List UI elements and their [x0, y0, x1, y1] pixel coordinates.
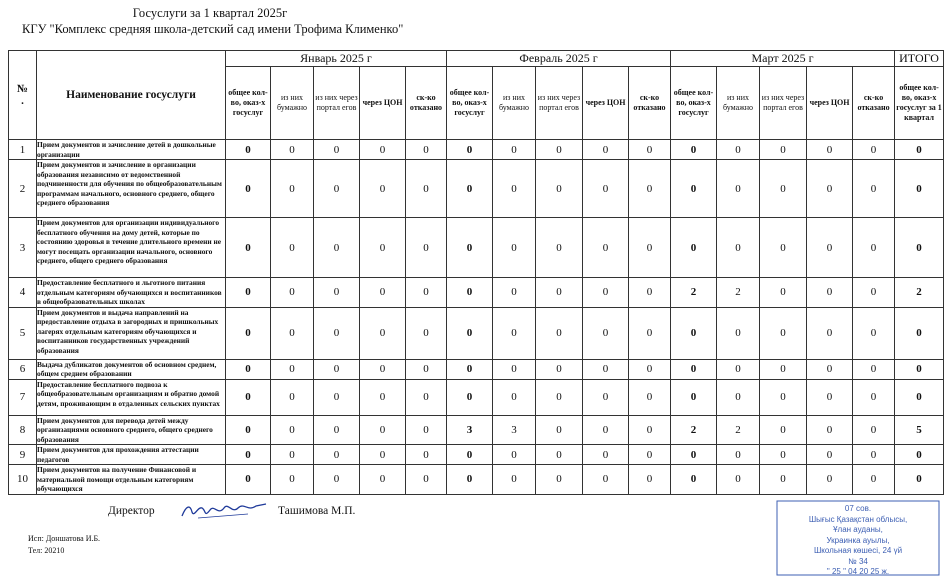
value-feb-0: 0 [447, 278, 493, 308]
value-jan-1: 0 [271, 278, 314, 308]
value-jan-4: 0 [406, 359, 447, 379]
value-jan-3: 0 [360, 218, 406, 278]
value-feb-4: 0 [629, 307, 671, 359]
value-mar-1: 0 [717, 359, 760, 379]
value-total: 5 [895, 415, 944, 445]
service-name: Выдача дубликатов документов об основном среднем, общем среднем образовании [37, 359, 226, 379]
row-number: 6 [9, 359, 37, 379]
value-jan-4: 0 [406, 140, 447, 160]
value-jan-0: 0 [226, 218, 271, 278]
value-mar-0: 2 [671, 278, 717, 308]
value-jan-0: 0 [226, 359, 271, 379]
value-feb-1: 0 [493, 379, 536, 415]
value-mar-0: 0 [671, 359, 717, 379]
value-feb-0: 0 [447, 140, 493, 160]
sub-header-jan-0: общее кол-во, оказ-х госуслуг [226, 67, 271, 140]
value-feb-4: 0 [629, 359, 671, 379]
services-table-body [9, 140, 944, 495]
value-jan-3: 0 [360, 359, 406, 379]
value-feb-1: 0 [493, 359, 536, 379]
executor-label: Исп: Доншатова И.Б. [28, 534, 101, 543]
value-jan-3: 0 [360, 307, 406, 359]
value-feb-2: 0 [536, 415, 583, 445]
sub-header-mar-4: ск-ко отказано [853, 67, 895, 140]
row-number: 5 [9, 307, 37, 359]
sub-header-total: общее кол-во, оказ-х госуслуг за 1 квартал [895, 67, 944, 140]
table-row [9, 140, 944, 160]
value-jan-1: 0 [271, 415, 314, 445]
service-name: Прием документов и выдача направлений на предоставление отдыха в загородных и пришкольных лагерях отдельным категориям обучающихся и воспитанников государственных учреждений образования [37, 307, 226, 359]
value-feb-4: 0 [629, 160, 671, 218]
value-mar-2: 0 [760, 218, 807, 278]
row-number: 7 [9, 379, 37, 415]
value-mar-0: 0 [671, 465, 717, 495]
value-jan-0: 0 [226, 307, 271, 359]
table-row [9, 445, 944, 465]
value-feb-1: 0 [493, 140, 536, 160]
value-mar-2: 0 [760, 160, 807, 218]
value-feb-0: 3 [447, 415, 493, 445]
sub-header-feb-0: общее кол-во, оказ-х госуслуг [447, 67, 493, 140]
value-feb-3: 0 [583, 445, 629, 465]
value-feb-1: 3 [493, 415, 536, 445]
value-feb-0: 0 [447, 445, 493, 465]
value-feb-2: 0 [536, 307, 583, 359]
value-jan-2: 0 [314, 465, 360, 495]
value-feb-1: 0 [493, 465, 536, 495]
value-feb-4: 0 [629, 379, 671, 415]
value-mar-3: 0 [807, 218, 853, 278]
value-feb-1: 0 [493, 160, 536, 218]
value-mar-3: 0 [807, 307, 853, 359]
value-mar-0: 0 [671, 379, 717, 415]
value-jan-3: 0 [360, 140, 406, 160]
service-name-column-header: Наименование госуслуги [37, 51, 226, 140]
service-name: Прием документов и зачисление детей в дошкольные организации [37, 140, 226, 160]
page-title: Госуслуги за 1 квартал 2025г [132, 6, 288, 20]
row-number: 9 [9, 445, 37, 465]
value-mar-0: 0 [671, 140, 717, 160]
value-mar-1: 0 [717, 160, 760, 218]
sub-header-jan-4: ск-ко отказано [406, 67, 447, 140]
value-mar-0: 2 [671, 415, 717, 445]
value-mar-4: 0 [853, 379, 895, 415]
value-jan-4: 0 [406, 160, 447, 218]
value-mar-4: 0 [853, 415, 895, 445]
value-mar-0: 0 [671, 218, 717, 278]
value-mar-3: 0 [807, 278, 853, 308]
value-jan-3: 0 [360, 445, 406, 465]
value-feb-2: 0 [536, 359, 583, 379]
value-feb-3: 0 [583, 379, 629, 415]
value-jan-2: 0 [314, 278, 360, 308]
value-jan-1: 0 [271, 160, 314, 218]
row-number: 3 [9, 218, 37, 278]
value-mar-1: 0 [717, 465, 760, 495]
value-jan-2: 0 [314, 218, 360, 278]
director-label: Директор [108, 505, 155, 517]
value-jan-4: 0 [406, 465, 447, 495]
value-feb-3: 0 [583, 359, 629, 379]
value-feb-3: 0 [583, 140, 629, 160]
sub-header-feb-1: из них бумажно [493, 67, 536, 140]
sub-header-feb-2: из них через портал егов [536, 67, 583, 140]
service-name: Предоставление бесплатного и льготного питания отдельным категориям обучающихся и воспитанников в общеобразовательных школах [37, 278, 226, 308]
value-mar-1: 0 [717, 140, 760, 160]
value-feb-0: 0 [447, 218, 493, 278]
value-mar-1: 0 [717, 218, 760, 278]
sub-header-feb-3: через ЦОН [583, 67, 629, 140]
sub-header-mar-1: из них бумажно [717, 67, 760, 140]
service-name: Предоставление бесплатного подвоза к общеобразовательным организациям и обратно домой детям, проживающим в отдаленных сельских пунктах [37, 379, 226, 415]
value-jan-3: 0 [360, 160, 406, 218]
value-jan-0: 0 [226, 160, 271, 218]
value-jan-1: 0 [271, 359, 314, 379]
value-mar-3: 0 [807, 445, 853, 465]
value-total: 0 [895, 445, 944, 465]
value-mar-3: 0 [807, 379, 853, 415]
value-feb-3: 0 [583, 160, 629, 218]
value-jan-4: 0 [406, 218, 447, 278]
value-jan-3: 0 [360, 278, 406, 308]
value-jan-0: 0 [226, 445, 271, 465]
value-feb-4: 0 [629, 278, 671, 308]
director-name: Ташимова М.П. [278, 505, 356, 517]
value-total: 0 [895, 359, 944, 379]
phone-label: Тел: 20210 [28, 546, 65, 555]
value-feb-2: 0 [536, 140, 583, 160]
sub-header-jan-1: из них бумажно [271, 67, 314, 140]
value-jan-2: 0 [314, 445, 360, 465]
value-mar-2: 0 [760, 445, 807, 465]
value-mar-1: 0 [717, 379, 760, 415]
value-jan-3: 0 [360, 379, 406, 415]
value-total: 0 [895, 379, 944, 415]
value-feb-1: 0 [493, 445, 536, 465]
value-mar-4: 0 [853, 278, 895, 308]
value-feb-0: 0 [447, 307, 493, 359]
value-feb-4: 0 [629, 445, 671, 465]
value-feb-4: 0 [629, 218, 671, 278]
month-header-january: Январь 2025 г [226, 51, 447, 67]
value-jan-2: 0 [314, 160, 360, 218]
value-mar-3: 0 [807, 359, 853, 379]
value-jan-1: 0 [271, 445, 314, 465]
value-feb-4: 0 [629, 415, 671, 445]
value-feb-2: 0 [536, 278, 583, 308]
value-mar-1: 0 [717, 307, 760, 359]
service-name: Прием документов для перевода детей между организациями основного среднего, общего среднего образования [37, 415, 226, 445]
row-number: 1 [9, 140, 37, 160]
service-name: Прием документов для организации индивидуального бесплатного обучения на дому детей, которые по состоянию здоровья в течение длительного времени не могут посещать организации начального, основного среднего, общего среднего образования [37, 218, 226, 278]
value-mar-4: 0 [853, 140, 895, 160]
service-name: Прием документов для прохождения аттестации педагогов [37, 445, 226, 465]
row-number: 10 [9, 465, 37, 495]
value-jan-0: 0 [226, 278, 271, 308]
value-feb-3: 0 [583, 278, 629, 308]
total-header: ИТОГО [895, 51, 944, 67]
service-name: Прием документов на получение Финансовой и материальной помощи отдельным категориям обучающихся [37, 465, 226, 495]
value-jan-4: 0 [406, 379, 447, 415]
value-total: 0 [895, 140, 944, 160]
sub-header-mar-2: из них через портал егов [760, 67, 807, 140]
value-mar-2: 0 [760, 278, 807, 308]
table-row [9, 379, 944, 415]
value-feb-0: 0 [447, 465, 493, 495]
value-feb-1: 0 [493, 278, 536, 308]
value-total: 0 [895, 218, 944, 278]
value-jan-1: 0 [271, 218, 314, 278]
table-row [9, 218, 944, 278]
value-jan-1: 0 [271, 140, 314, 160]
value-mar-0: 0 [671, 160, 717, 218]
value-feb-2: 0 [536, 160, 583, 218]
value-jan-3: 0 [360, 415, 406, 445]
stamp-date: " 25 " 04 20 25 ж. [826, 567, 890, 576]
value-feb-4: 0 [629, 465, 671, 495]
signature [178, 498, 270, 524]
value-mar-4: 0 [853, 307, 895, 359]
row-number: 4 [9, 278, 37, 308]
value-feb-3: 0 [583, 307, 629, 359]
sub-header-mar-0: общее кол-во, оказ-х госуслуг [671, 67, 717, 140]
value-mar-4: 0 [853, 359, 895, 379]
month-header-march: Март 2025 г [671, 51, 895, 67]
value-feb-0: 0 [447, 379, 493, 415]
stamp-line: Украинка ауылы, [826, 535, 890, 545]
value-jan-4: 0 [406, 307, 447, 359]
value-feb-3: 0 [583, 465, 629, 495]
value-mar-4: 0 [853, 445, 895, 465]
value-mar-2: 0 [760, 465, 807, 495]
value-jan-0: 0 [226, 465, 271, 495]
value-mar-3: 0 [807, 140, 853, 160]
value-feb-3: 0 [583, 415, 629, 445]
value-feb-0: 0 [447, 359, 493, 379]
value-jan-0: 0 [226, 140, 271, 160]
sub-header-mar-3: через ЦОН [807, 67, 853, 140]
value-feb-2: 0 [536, 218, 583, 278]
value-jan-2: 0 [314, 415, 360, 445]
stamp-line: 07 сов. [844, 504, 872, 513]
stamp-line: Шығыс Қазақстан облысы, [808, 514, 908, 524]
table-row [9, 415, 944, 445]
sub-header-jan-3: через ЦОН [360, 67, 406, 140]
value-mar-1: 2 [717, 415, 760, 445]
value-mar-4: 0 [853, 218, 895, 278]
value-mar-0: 0 [671, 445, 717, 465]
value-feb-1: 0 [493, 218, 536, 278]
value-mar-2: 0 [760, 140, 807, 160]
value-mar-3: 0 [807, 415, 853, 445]
value-feb-2: 0 [536, 379, 583, 415]
value-jan-4: 0 [406, 415, 447, 445]
value-jan-4: 0 [406, 445, 447, 465]
sub-header-jan-2: из них через портал егов [314, 67, 360, 140]
stamp-number: № 34 [848, 556, 868, 566]
value-mar-1: 2 [717, 278, 760, 308]
value-mar-2: 0 [760, 359, 807, 379]
value-total: 0 [895, 160, 944, 218]
value-feb-2: 0 [536, 445, 583, 465]
row-number: 8 [9, 415, 37, 445]
number-column-header: № . [9, 51, 37, 140]
value-feb-1: 0 [493, 307, 536, 359]
value-mar-0: 0 [671, 307, 717, 359]
month-header-february: Февраль 2025 г [447, 51, 671, 67]
official-stamp [774, 498, 942, 578]
table-row [9, 278, 944, 308]
value-jan-4: 0 [406, 278, 447, 308]
value-total: 0 [895, 307, 944, 359]
value-mar-2: 0 [760, 307, 807, 359]
value-feb-3: 0 [583, 218, 629, 278]
value-jan-2: 0 [314, 379, 360, 415]
value-jan-1: 0 [271, 379, 314, 415]
value-total: 2 [895, 278, 944, 308]
value-mar-2: 0 [760, 415, 807, 445]
stamp-line: Школьная көшесі, 24 үй [813, 546, 903, 555]
row-number: 2 [9, 160, 37, 218]
table-row [9, 160, 944, 218]
service-name: Прием документов и зачисление в организации образования независимо от ведомственной подчиненности для обучения по общеобразовательным программам начального, основного среднего, общего среднего образования [37, 160, 226, 218]
value-jan-1: 0 [271, 465, 314, 495]
value-jan-2: 0 [314, 140, 360, 160]
table-row [9, 465, 944, 495]
value-feb-0: 0 [447, 160, 493, 218]
table-row [9, 307, 944, 359]
value-total: 0 [895, 465, 944, 495]
value-jan-0: 0 [226, 379, 271, 415]
value-mar-1: 0 [717, 445, 760, 465]
value-mar-4: 0 [853, 465, 895, 495]
services-table [8, 50, 944, 495]
value-jan-3: 0 [360, 465, 406, 495]
value-jan-1: 0 [271, 307, 314, 359]
value-feb-4: 0 [629, 140, 671, 160]
value-jan-2: 0 [314, 307, 360, 359]
value-feb-2: 0 [536, 465, 583, 495]
table-row [9, 359, 944, 379]
value-mar-2: 0 [760, 379, 807, 415]
organization-name: КГУ "Комплекс средняя школа-детский сад имени Трофима Клименко" [22, 22, 404, 36]
value-jan-2: 0 [314, 359, 360, 379]
sub-header-feb-4: ск-ко отказано [629, 67, 671, 140]
value-mar-3: 0 [807, 465, 853, 495]
value-mar-3: 0 [807, 160, 853, 218]
value-mar-4: 0 [853, 160, 895, 218]
value-jan-0: 0 [226, 415, 271, 445]
stamp-line: Ұлан ауданы, [833, 525, 883, 534]
